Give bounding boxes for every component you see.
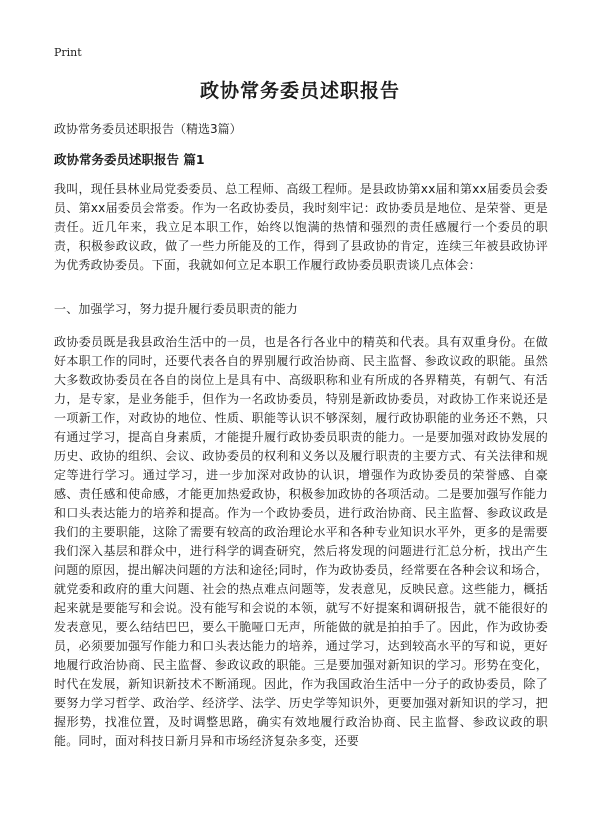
paragraph-body-study: 政协委员既是我县政治生活中的一员，也是各行各业中的精英和代表。具有双重身份。在做好本职工作的同时，还要代表各自的界别履行政治协商、民主监督、参政议政的职能。虽然大多数政协委员在各自的岗位上是具有中、高级职称和业有所成的各界精英，有朝气、有活力，是专家，是业务能手，但作为一名政协委员，特别是新政协委员，对政协工作来说还是一项新工作，对政协的地位、性质、职能等认识不够深刻，履行政协职能的业务还不熟，只有通过学习，提高自身素质，才能提升履行政协委员职责的能力。一是要加强对政协发展的历史、政协的组织、会议、政协委员的权利和义务以及履行职责的主要方式、有关法律和规定等进行学习。通过学习，进一步加深对政协的认识，增强作为政协委员的荣誉感、自豪感、责任感和使命感，才能更加热爱政协，积极参加政协的各项活动。二是要加强写作能力和口头表达能力的培养和提高。作为一个政协委员，进行政治协商、民主监督、参政议政是我们的主要职能，这除了需要有较高的政治理论水平和各种专业知识水平外，更多的是需要我们深入基层和群众中，进行科学的调查研究，然后将发现的问题进行汇总分析，找出产生问题的原因，提出解决问题的方法和途径;同时，作为政协委员，经常要在各种会议和场合，就党委和政府的重大问题、社会的热点难点问题等，发表意见，反映民意。这些能力，概括起来就是要能写和会说。没有能写和会说的本领，就写不好提案和调研报告，就不能很好的发表意见，要么结结巴巴，要么干脆哑口无声，所能做的就是拍拍手了。因此，作为政协委员，必须要加强写作能力和口头表达能力的培养，通过学习，达到较高水平的写和说，更好地履行政治协商、民主监督、参政议政的职能。三是要加强对新知识的学习。形势在变化，时代在发展，新知识新技术不断涌现。因此，作为我国政治生活中一分子的政协委员，除了要努力学习哲学、政治学、经济学、法学、历史学等知识外，更要加强对新知识的学习，把握形势，找准位置，及时调整思路，确实有效地履行政治协商、民主监督、参政议政的职能。同时，面对科技日新月异和市场经济复杂多变，还要 <box>54 335 548 748</box>
print-link[interactable]: Print <box>54 46 82 59</box>
section-heading: 政协常务委员述职报告 篇1 <box>54 152 205 167</box>
paragraph-heading-study: 一、加强学习，努力提升履行委员职责的能力 <box>54 302 299 316</box>
document-title: 政协常务委员述职报告 <box>199 80 400 102</box>
paragraph-intro: 我叫，现任县林业局党委委员、总工程师、高级工程师。是县政协第xx届和第xx届委员会委员、第xx届委员会常委。作为一名政协委员，我时刻牢记：政协委员是地位、是荣誉、更是责任。近几年来，我立足本职工作，始终以饱满的热情和强烈的责任感履行一个委员的职责，积极参政议政，做了一些力所能及的工作，得到了县政协的肯定，连续三年被县政协评为优秀政协委员。下面，我就如何立足本职工作履行政协委员职责谈几点体会： <box>54 182 548 272</box>
document-subtitle: 政协常务委员述职报告（精选3篇） <box>54 122 242 136</box>
